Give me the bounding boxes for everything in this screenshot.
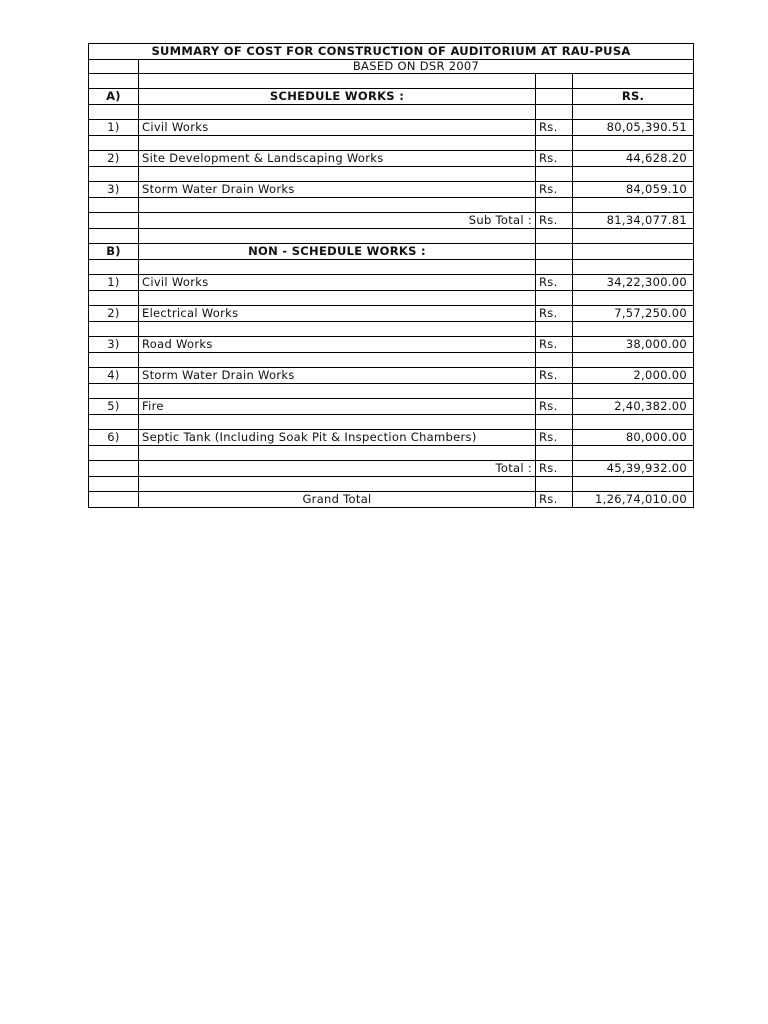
table-row: [89, 151, 694, 167]
subtitle-row: [89, 60, 694, 74]
item-description: Storm Water Drain Works: [139, 182, 536, 198]
item-description: Road Works: [139, 337, 536, 353]
spacer-row: [89, 415, 694, 430]
grand-total-label: Grand Total: [139, 492, 536, 508]
section-b-header-row: [89, 244, 694, 260]
section-b-label: B): [89, 244, 139, 260]
section-b-title: NON - SCHEDULE WORKS :: [139, 244, 536, 260]
table-row: [89, 368, 694, 384]
subtotal-label: Sub Total :: [139, 213, 536, 229]
item-description: Storm Water Drain Works: [139, 368, 536, 384]
grand-total-row: [89, 492, 694, 508]
amount-column-header: RS.: [573, 89, 694, 105]
item-number: 3): [89, 337, 139, 353]
spacer-row: [89, 291, 694, 306]
section-a-header-row: [89, 89, 694, 105]
item-number: 6): [89, 430, 139, 446]
item-amount: 80,05,390.51: [573, 120, 694, 136]
item-currency: Rs.: [536, 151, 573, 167]
item-amount: 7,57,250.00: [573, 306, 694, 322]
item-number: 1): [89, 120, 139, 136]
item-currency: Rs.: [536, 275, 573, 291]
section-a-title: SCHEDULE WORKS :: [139, 89, 536, 105]
spacer-row: [89, 136, 694, 151]
subtotal-currency: Rs.: [536, 213, 573, 229]
table-row: [89, 399, 694, 415]
table-row: [89, 275, 694, 291]
table-row: [89, 306, 694, 322]
total-row: [89, 461, 694, 477]
spacer-row: [89, 167, 694, 182]
item-number: 3): [89, 182, 139, 198]
item-currency: Rs.: [536, 337, 573, 353]
spacer-row: [89, 322, 694, 337]
item-description: Septic Tank (Including Soak Pit & Inspection Chambers): [139, 430, 536, 446]
spacer-row: [89, 229, 694, 244]
item-amount: 80,000.00: [573, 430, 694, 446]
item-currency: Rs.: [536, 120, 573, 136]
spacer-row: [89, 384, 694, 399]
item-number: 1): [89, 275, 139, 291]
item-number: 5): [89, 399, 139, 415]
item-amount: 38,000.00: [573, 337, 694, 353]
table-row: [89, 430, 694, 446]
spacer-row: [89, 198, 694, 213]
table-row: [89, 182, 694, 198]
item-description: Civil Works: [139, 275, 536, 291]
item-currency: Rs.: [536, 306, 573, 322]
item-description: Civil Works: [139, 120, 536, 136]
title-row: [89, 44, 694, 60]
item-description: Electrical Works: [139, 306, 536, 322]
table-row: [89, 337, 694, 353]
item-amount: 2,40,382.00: [573, 399, 694, 415]
document-subtitle: BASED ON DSR 2007: [139, 60, 694, 74]
item-number: 2): [89, 306, 139, 322]
item-currency: Rs.: [536, 368, 573, 384]
total-label: Total :: [139, 461, 536, 477]
item-number: 2): [89, 151, 139, 167]
item-amount: 84,059.10: [573, 182, 694, 198]
item-currency: Rs.: [536, 399, 573, 415]
item-amount: 34,22,300.00: [573, 275, 694, 291]
spacer-row: [89, 446, 694, 461]
section-a-label: A): [89, 89, 139, 105]
item-amount: 2,000.00: [573, 368, 694, 384]
spacer-row: [89, 353, 694, 368]
grand-total-currency: Rs.: [536, 492, 573, 508]
item-description: Site Development & Landscaping Works: [139, 151, 536, 167]
cost-summary-table: [88, 43, 694, 508]
total-amount: 45,39,932.00: [573, 461, 694, 477]
spacer-row: [89, 105, 694, 120]
item-currency: Rs.: [536, 182, 573, 198]
total-currency: Rs.: [536, 461, 573, 477]
item-amount: 44,628.20: [573, 151, 694, 167]
subtotal-amount: 81,34,077.81: [573, 213, 694, 229]
item-currency: Rs.: [536, 430, 573, 446]
item-description: Fire: [139, 399, 536, 415]
spacer-row: [89, 260, 694, 275]
spacer-row: [89, 477, 694, 492]
document-title: SUMMARY OF COST FOR CONSTRUCTION OF AUDITORIUM AT RAU-PUSA: [89, 44, 694, 60]
spacer-row: [89, 74, 694, 89]
table-row: [89, 120, 694, 136]
grand-total-amount: 1,26,74,010.00: [573, 492, 694, 508]
item-number: 4): [89, 368, 139, 384]
subtotal-row: [89, 213, 694, 229]
